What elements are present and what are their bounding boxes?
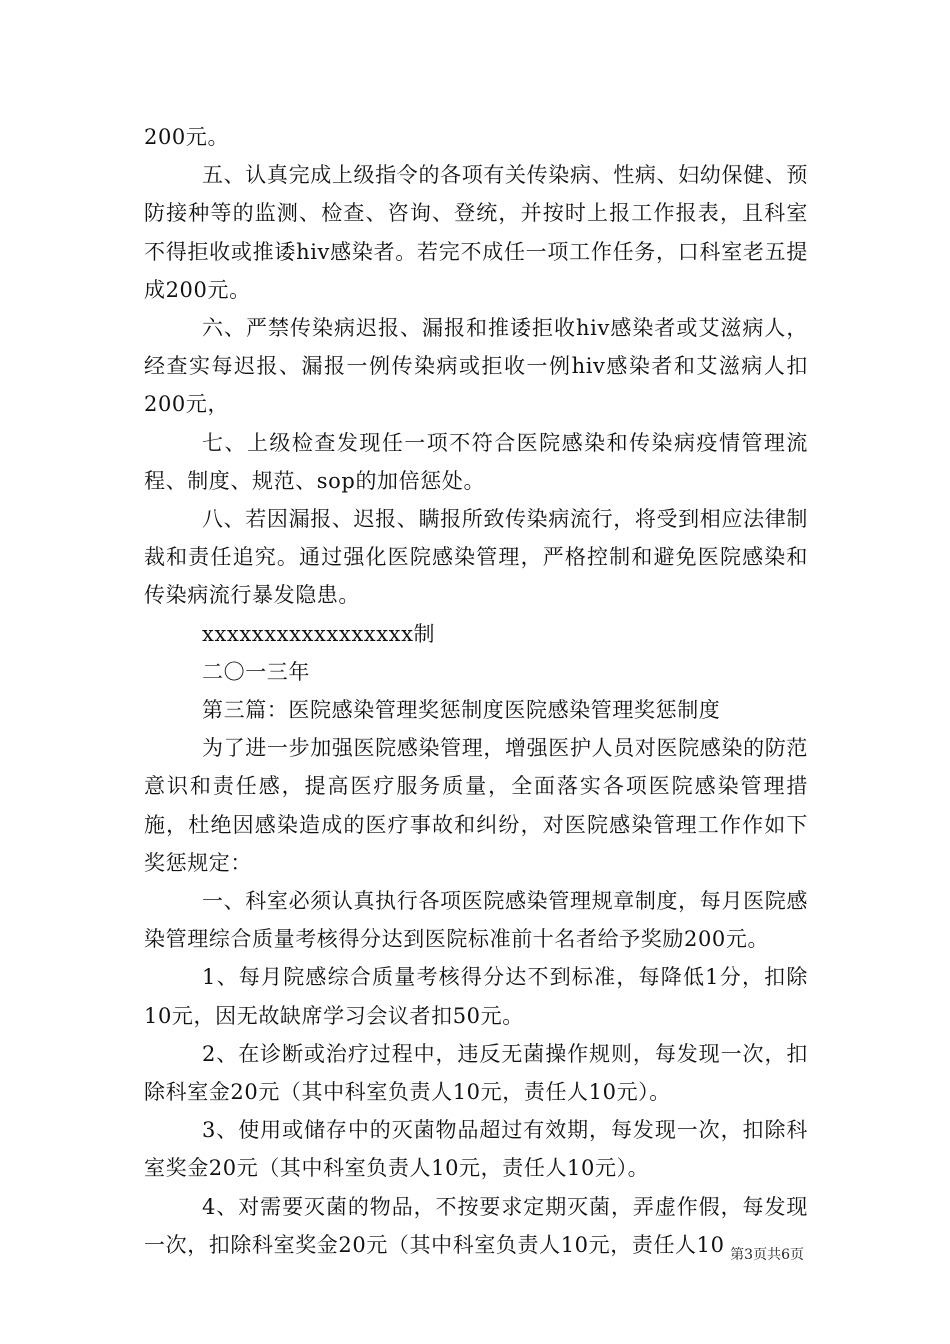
section-heading: 第三篇：医院感染管理奖惩制度医院感染管理奖惩制度 (202, 698, 721, 723)
paragraph-continuation: 200元。 (144, 125, 230, 149)
page-number: 第3页共6页 (730, 1247, 804, 1263)
paragraph-rule-1: 一、科室必须认真执行各项医院感染管理规章制度，每月医院感染管理综合质量考核得分达到医院标准前十名者给予奖励200元。 (144, 889, 808, 952)
paragraph-subrule-4: 4、对需要灭菌的物品，不按要求定期灭菌，弄虚作假，每发现一次，扣除科室奖金20元（其中科室负责人10元，责任人10 (144, 1194, 808, 1257)
paragraph-intro: 为了进一步加强医院感染管理，增强医护人员对医院感染的防范意识和责任感，提高医疗服务质量，全面落实各项医院感染管理措施，杜绝因感染造成的医疗事故和纠纷，对医院感染管理工作作如下奖惩规定： (144, 736, 808, 875)
paragraph-subrule-1: 1、每月院感综合质量考核得分达不到标准，每降低1分，扣除10元，因无故缺席学习会议者扣50元。 (144, 965, 808, 1028)
paragraph-item-8: 八、若因漏报、迟报、瞒报所致传染病流行，将受到相应法律制裁和责任追究。通过强化医院感染管理，严格控制和避免医院感染和传染病流行暴发隐患。 (144, 507, 808, 608)
document-body (144, 118, 808, 1264)
paragraph-item-5: 五、认真完成上级指令的各项有关传染病、性病、妇幼保健、预防接种等的监测、检查、咨询、登统，并按时上报工作报表，且科室不得拒收或推诿hiv感染者。若完不成任一项工作任务，口科室老五提成200元。 (144, 163, 808, 302)
date-line: 二〇一三年 (202, 659, 310, 684)
paragraph-subrule-3: 3、使用或储存中的灭菌物品超过有效期，每发现一次，扣除科室奖金20元（其中科室负责人10元，责任人10元）。 (144, 1118, 808, 1181)
paragraph-item-6: 六、严禁传染病迟报、漏报和推诿拒收hiv感染者或艾滋病人，经查实每迟报、漏报一例传染病或拒收一例hiv感染者和艾滋病人扣200元， (144, 316, 808, 417)
paragraph-subrule-2: 2、在诊断或治疗过程中，违反无菌操作规则，每发现一次，扣除科室金20元（其中科室负责人10元，责任人10元）。 (144, 1041, 808, 1105)
signature-line: xxxxxxxxxxxxxxxxx制 (202, 621, 436, 646)
paragraph-item-7: 七、上级检查发现任一项不符合医院感染和传染病疫情管理流程、制度、规范、sop的加倍惩处。 (144, 430, 808, 493)
